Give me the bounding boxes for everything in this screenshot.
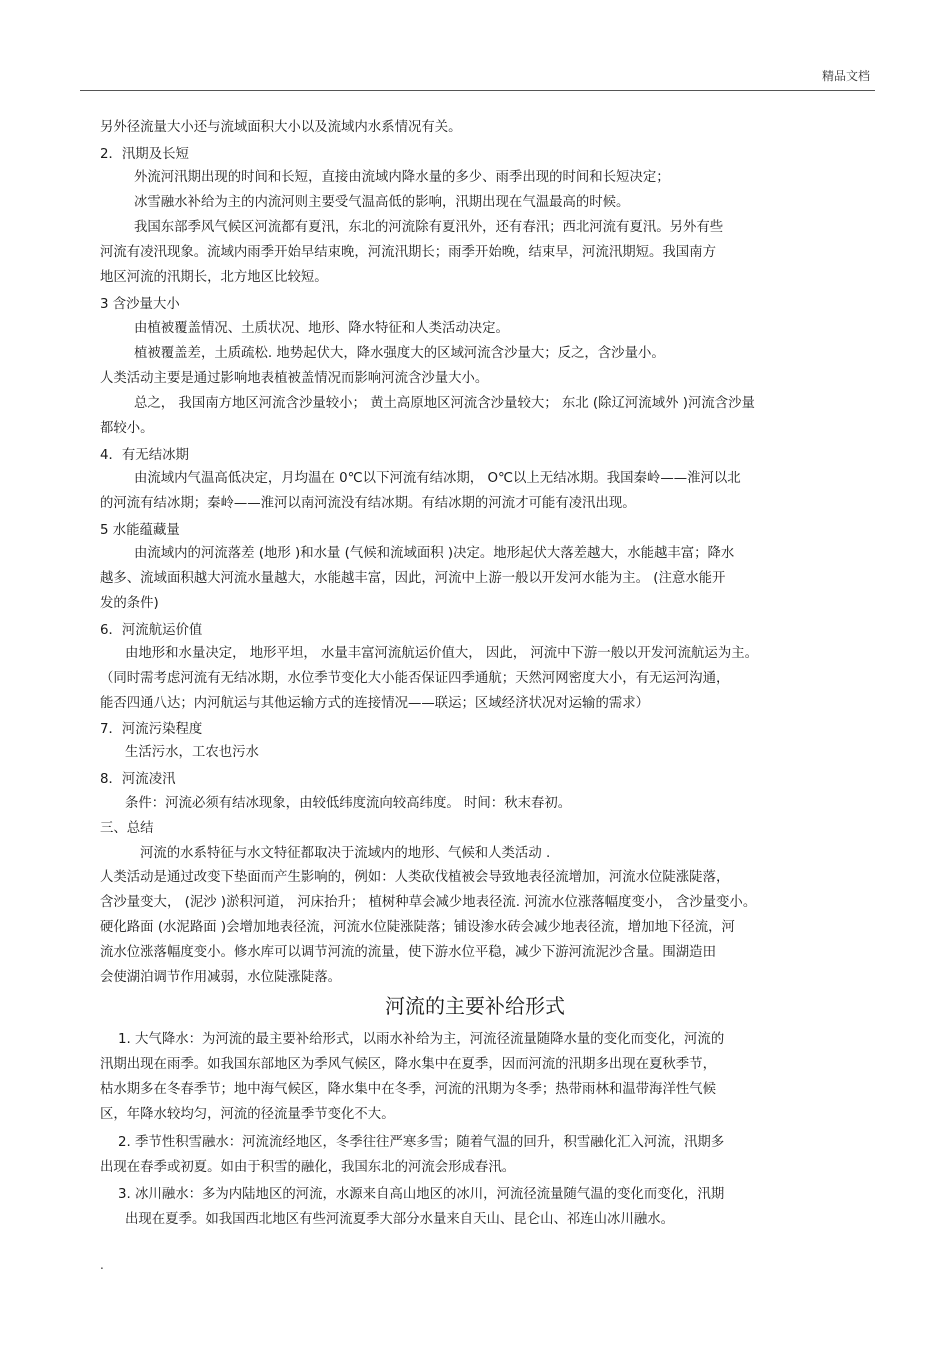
text-line: 3 含沙量大小 bbox=[100, 297, 180, 312]
text-line: 三、总结 bbox=[100, 821, 154, 836]
text-line: 8．河流凌汛 bbox=[100, 772, 176, 787]
text-line: 会使湖泊调节作用减弱，水位陡涨陡落。 bbox=[100, 970, 342, 985]
text-line: 的河流有结冰期；秦岭——淮河以南河流没有结冰期。有结冰期的河流才可能有凌汛出现。 bbox=[100, 496, 636, 511]
text-line: 硬化路面 (水泥路面 )会增加地表径流，河流水位陡涨陡落；铺设渗水砖会减少地表径流，增加地下径流，河 bbox=[100, 920, 735, 935]
text-line: 出现在夏季。如我国西北地区有些河流夏季大部分水量来自天山、昆仑山、祁连山冰川融水。 bbox=[125, 1212, 675, 1227]
text-line: 区，年降水较均匀，河流的径流量季节变化不大。 bbox=[100, 1107, 395, 1122]
text-line: 4．有无结冰期 bbox=[100, 448, 189, 463]
text-line: 7．河流污染程度 bbox=[100, 722, 203, 737]
text-line: 条件：河流必须有结冰现象，由较低纬度流向较高纬度。 时间：秋末春初。 bbox=[125, 796, 572, 811]
text-line: 由地形和水量决定， 地形平坦， 水量丰富河流航运价值大， 因此， 河流中下游一般以开发河流航运为主。 bbox=[125, 646, 758, 661]
text-line: 植被覆盖差，土质疏松. 地势起伏大，降水强度大的区域河流含沙量大；反之，含沙量小。 bbox=[134, 346, 665, 361]
text-line: （同时需考虑河流有无结冰期，水位季节变化大小能否保证四季通航；天然河网密度大小，有无运河沟通， bbox=[100, 671, 730, 686]
header-divider bbox=[80, 90, 875, 91]
text-line: 汛期出现在雨季。如我国东部地区为季风气候区，降水集中在夏季，因而河流的汛期多出现在夏秋季节， bbox=[100, 1057, 716, 1072]
text-line: 冰雪融水补给为主的内流河则主要受气温高低的影响，汛期出现在气温最高的时候。 bbox=[134, 195, 630, 210]
text-line: 流水位涨落幅度变小。修水库可以调节河流的流量，使下游水位平稳，减少下游河流泥沙含量。围湖造田 bbox=[100, 945, 716, 960]
text-line: 含沙量变大， (泥沙 )淤积河道， 河床抬升； 植树种草会减少地表径流. 河流水位涨落幅度变小， 含沙量变小。 bbox=[100, 895, 757, 910]
text-line: 人类活动是通过改变下垫面而产生影响的，例如：人类砍伐植被会导致地表径流增加，河流水位陡涨陡落， bbox=[100, 870, 730, 885]
footer-mark: . bbox=[100, 1258, 104, 1272]
text-line: 河流有凌汛现象。流域内雨季开始早结束晚，河流汛期长；雨季开始晚，结束早，河流汛期短。我国南方 bbox=[100, 245, 716, 260]
page-header-text: 精品文档 bbox=[821, 69, 870, 83]
text-line: 枯水期多在冬春季节；地中海气候区，降水集中在冬季，河流的汛期为冬季；热带雨林和温带海洋性气候 bbox=[100, 1082, 716, 1097]
text-line: 由流域内的河流落差 (地形 )和水量 (气候和流域面积 )决定。地形起伏大落差越大，水能越丰富；降水 bbox=[134, 546, 735, 561]
text-line: 出现在春季或初夏。如由于积雪的融化，我国东北的河流会形成春汛。 bbox=[100, 1160, 516, 1175]
text-line: 发的条件) bbox=[100, 596, 159, 611]
text-line: 另外径流量大小还与流域面积大小以及流域内水系情况有关。 bbox=[100, 120, 462, 135]
text-line: 人类活动主要是通过影响地表植被盖情况而影响河流含沙量大小。 bbox=[100, 371, 489, 386]
text-line: 越多、流域面积越大河流水量越大，水能越丰富，因此，河流中上游一般以开发河水能为主。 (注意水能开 bbox=[100, 571, 726, 586]
text-line: 我国东部季风气候区河流都有夏汛，东北的河流除有夏汛外，还有春汛；西北河流有夏汛。另外有些 bbox=[134, 220, 724, 235]
text-line: 5 水能蕴藏量 bbox=[100, 523, 180, 538]
section-title: 河流的主要补给形式 bbox=[385, 994, 565, 1018]
text-line: 2．汛期及长短 bbox=[100, 147, 189, 162]
text-line: 总之， 我国南方地区河流含沙量较小； 黄土高原地区河流含沙量较大； 东北 (除辽河流域外 )河流含沙量 bbox=[134, 396, 755, 411]
text-line: 外流河汛期出现的时间和长短，直接由流域内降水量的多少、雨季出现的时间和长短决定； bbox=[134, 170, 670, 185]
text-line: 由植被覆盖情况、土质状况、地形、降水特征和人类活动决定。 bbox=[134, 321, 509, 336]
text-line: 都较小。 bbox=[100, 421, 154, 436]
text-line: 3. 冰川融水：多为内陆地区的河流，水源来自高山地区的冰川，河流径流量随气温的变化而变化，汛期 bbox=[118, 1187, 725, 1202]
text-line: 能否四通八达；内河航运与其他运输方式的连接情况——联运；区域经济状况对运输的需求） bbox=[100, 696, 650, 711]
text-line: 河流的水系特征与水文特征都取决于流域内的地形、气候和人类活动 . bbox=[140, 846, 551, 861]
text-line: 由流域内气温高低决定，月均温在 0℃以下河流有结冰期， O℃以上无结冰期。我国秦岭——淮河以北 bbox=[134, 471, 741, 486]
text-line: 地区河流的汛期长，北方地区比较短。 bbox=[100, 270, 328, 285]
text-line: 6．河流航运价值 bbox=[100, 623, 203, 638]
text-line: 生活污水，工农也污水 bbox=[125, 745, 259, 760]
text-line: 1. 大气降水：为河流的最主要补给形式，以雨水补给为主，河流径流量随降水量的变化而变化，河流的 bbox=[118, 1032, 725, 1047]
text-line: 2. 季节性积雪融水：河流流经地区，冬季往往严寒多雪；随着气温的回升，积雪融化汇入河流，汛期多 bbox=[118, 1135, 725, 1150]
